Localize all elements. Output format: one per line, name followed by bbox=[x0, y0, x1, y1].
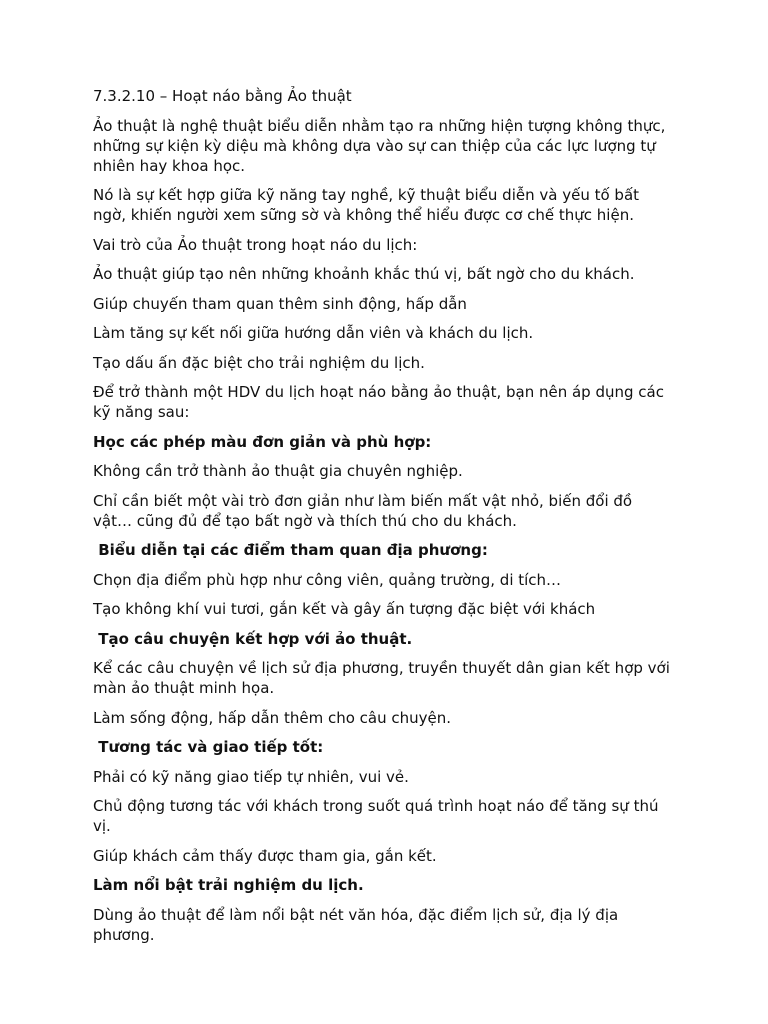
section-heading: Học các phép màu đơn giản và phù hợp: bbox=[93, 432, 432, 451]
paragraph: 7.3.2.10 – Hoạt náo bằng Ảo thuật bbox=[93, 87, 352, 105]
paragraph: Chọn địa điểm phù hợp như công viên, quảng trường, di tích… bbox=[93, 570, 562, 589]
paragraph: Dùng ảo thuật để làm nổi bật nét văn hóa, đặc điểm lịch sử, địa lý địa phương. bbox=[93, 905, 623, 944]
section-heading: Làm nổi bật trải nghiệm du lịch. bbox=[93, 876, 364, 894]
paragraph: Tạo không khí vui tươi, gắn kết và gây ấn tượng đặc biệt với khách bbox=[93, 600, 596, 618]
paragraph: Kể các câu chuyện về lịch sử địa phương, truyền thuyết dân gian kết hợp với màn ảo thuật minh họa. bbox=[93, 659, 675, 697]
paragraph: Nó là sự kết hợp giữa kỹ năng tay nghề, kỹ thuật biểu diễn và yếu tố bất ngờ, khiến người xem sững sờ và không thể hiểu được cơ chế thực hiện. bbox=[93, 186, 644, 224]
paragraph: Không cần trở thành ảo thuật gia chuyên nghiệp. bbox=[93, 462, 463, 480]
paragraph: Chủ động tương tác với khách trong suốt quá trình hoạt náo để tăng sự thú vị. bbox=[93, 797, 664, 835]
paragraph: Làm sống động, hấp dẫn thêm cho câu chuyện. bbox=[93, 708, 452, 727]
paragraph: Giúp chuyến tham quan thêm sinh động, hấp dẫn bbox=[93, 294, 467, 313]
paragraph: Tạo dấu ấn đặc biệt cho trải nghiệm du lịch. bbox=[93, 353, 425, 372]
paragraph: Ảo thuật giúp tạo nên những khoảnh khắc thú vị, bất ngờ cho du khách. bbox=[93, 265, 635, 283]
document-body bbox=[93, 86, 673, 954]
paragraph: Làm tăng sự kết nối giữa hướng dẫn viên và khách du lịch. bbox=[93, 324, 534, 342]
paragraph: Ảo thuật là nghệ thuật biểu diễn nhằm tạo ra những hiện tượng không thực, những sự kiện kỳ diệu mà không dựa vào sự can thiệp của các lực lượng tự nhiên hay khoa học. bbox=[93, 116, 671, 175]
section-heading: Tương tác và giao tiếp tốt: bbox=[93, 738, 324, 756]
section-heading: Biểu diễn tại các điểm tham quan địa phương: bbox=[93, 541, 488, 559]
section-heading: Tạo câu chuyện kết hợp với ảo thuật. bbox=[93, 629, 413, 648]
paragraph: Vai trò của Ảo thuật trong hoạt náo du lịch: bbox=[93, 235, 418, 254]
paragraph: Để trở thành một HDV du lịch hoạt náo bằng ảo thuật, bạn nên áp dụng các kỹ năng sau: bbox=[93, 383, 669, 421]
paragraph: Chỉ cần biết một vài trò đơn giản như làm biến mất vật nhỏ, biến đổi đồ vật… cũng đủ để tạo bất ngờ và thích thú cho du khách. bbox=[93, 491, 637, 530]
paragraph: Giúp khách cảm thấy được tham gia, gắn kết. bbox=[93, 846, 437, 865]
paragraph: Phải có kỹ năng giao tiếp tự nhiên, vui vẻ. bbox=[93, 767, 409, 786]
